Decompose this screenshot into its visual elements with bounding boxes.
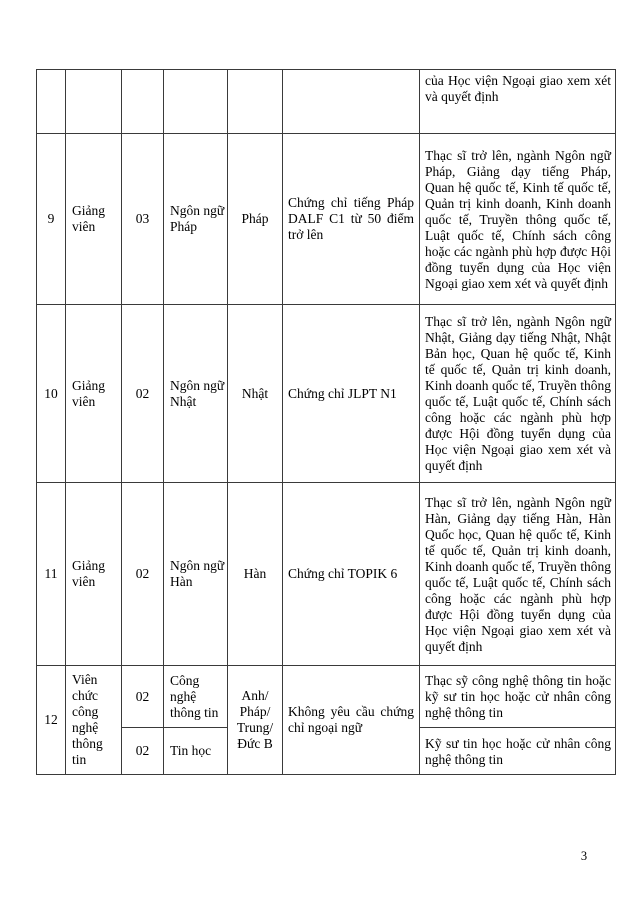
language-cell: Anh/ Pháp/ Trung/ Đức B xyxy=(228,666,283,775)
position-cell: Giảng viên xyxy=(66,134,122,305)
certificate-cell: Chứng chỉ tiếng Pháp DALF C1 từ 50 điểm trở lên xyxy=(283,134,420,305)
degree-continuation-cell: của Học viện Ngoại giao xem xét và quyết định xyxy=(420,70,616,134)
table-row-11 xyxy=(37,483,616,666)
position-cell: Giảng viên xyxy=(66,305,122,483)
empty-cell xyxy=(122,70,164,134)
row-number: 12 xyxy=(37,666,66,775)
degree-cell: Thạc sỹ công nghệ thông tin hoặc kỹ sư tin học hoặc cử nhân công nghệ thông tin xyxy=(420,666,616,728)
major-cell: Ngôn ngữ Nhật xyxy=(164,305,228,483)
major-cell: Ngôn ngữ Hàn xyxy=(164,483,228,666)
degree-cell: Thạc sĩ trở lên, ngành Ngôn ngữ Pháp, Giảng dạy tiếng Pháp, Quan hệ quốc tế, Kinh tế quốc tế, Quản trị kinh doanh, Kinh doanh quốc tế, Truyền thông quốc tế, Luật quốc tế, Chính sách công hoặc các ngành phù hợp được Hội đồng tuyển dụng của Học viện Ngoại giao xem xét và quyết định xyxy=(420,134,616,305)
degree-cell: Thạc sĩ trở lên, ngành Ngôn ngữ Nhật, Giảng dạy tiếng Nhật, Nhật Bản học, Quan hệ quốc tế, Kinh tế quốc tế, Quản trị kinh doanh, Kinh doanh quốc tế, Truyền thông quốc tế, Luật quốc tế, Chính sách công hoặc các ngành phù hợp được Hội đồng tuyển dụng của Học viện Ngoại giao xem xét và quyết định xyxy=(420,305,616,483)
degree-cell: Thạc sĩ trở lên, ngành Ngôn ngữ Hàn, Giảng dạy tiếng Hàn, Hàn Quốc học, Quan hệ quốc tế, Kinh tế quốc tế, Quản trị kinh doanh, Kinh doanh quốc tế, Truyền thông quốc tế, Luật quốc tế, Chính sách công hoặc các ngành phù hợp được Hội đồng tuyển dụng của Học viện Ngoại giao xem xét và quyết định xyxy=(420,483,616,666)
quantity-cell: 03 xyxy=(122,134,164,305)
quantity-cell: 02 xyxy=(122,305,164,483)
row-number: 10 xyxy=(37,305,66,483)
quantity-cell: 02 xyxy=(122,483,164,666)
empty-cell xyxy=(66,70,122,134)
degree-cell: Kỹ sư tin học hoặc cử nhân công nghệ thông tin xyxy=(420,728,616,775)
quantity-cell: 02 xyxy=(122,728,164,775)
table-row-continuation xyxy=(37,70,616,134)
page-number: 3 xyxy=(580,849,588,863)
language-cell: Pháp xyxy=(228,134,283,305)
major-cell: Tin học xyxy=(164,728,228,775)
major-cell: Ngôn ngữ Pháp xyxy=(164,134,228,305)
certificate-cell: Chứng chỉ JLPT N1 xyxy=(283,305,420,483)
position-cell: Viên chức công nghệ thông tin xyxy=(66,666,122,775)
language-cell: Nhật xyxy=(228,305,283,483)
row-number: 11 xyxy=(37,483,66,666)
empty-cell xyxy=(228,70,283,134)
table-row-9 xyxy=(37,134,616,305)
major-cell: Công nghệ thông tin xyxy=(164,666,228,728)
empty-cell xyxy=(283,70,420,134)
table-row-12a xyxy=(37,666,616,728)
position-cell: Giảng viên xyxy=(66,483,122,666)
recruitment-table xyxy=(36,69,616,775)
quantity-cell: 02 xyxy=(122,666,164,728)
empty-cell xyxy=(37,70,66,134)
certificate-cell: Không yêu cầu chứng chỉ ngoại ngữ xyxy=(283,666,420,775)
row-number: 9 xyxy=(37,134,66,305)
certificate-cell: Chứng chỉ TOPIK 6 xyxy=(283,483,420,666)
language-cell: Hàn xyxy=(228,483,283,666)
empty-cell xyxy=(164,70,228,134)
table-row-10 xyxy=(37,305,616,483)
